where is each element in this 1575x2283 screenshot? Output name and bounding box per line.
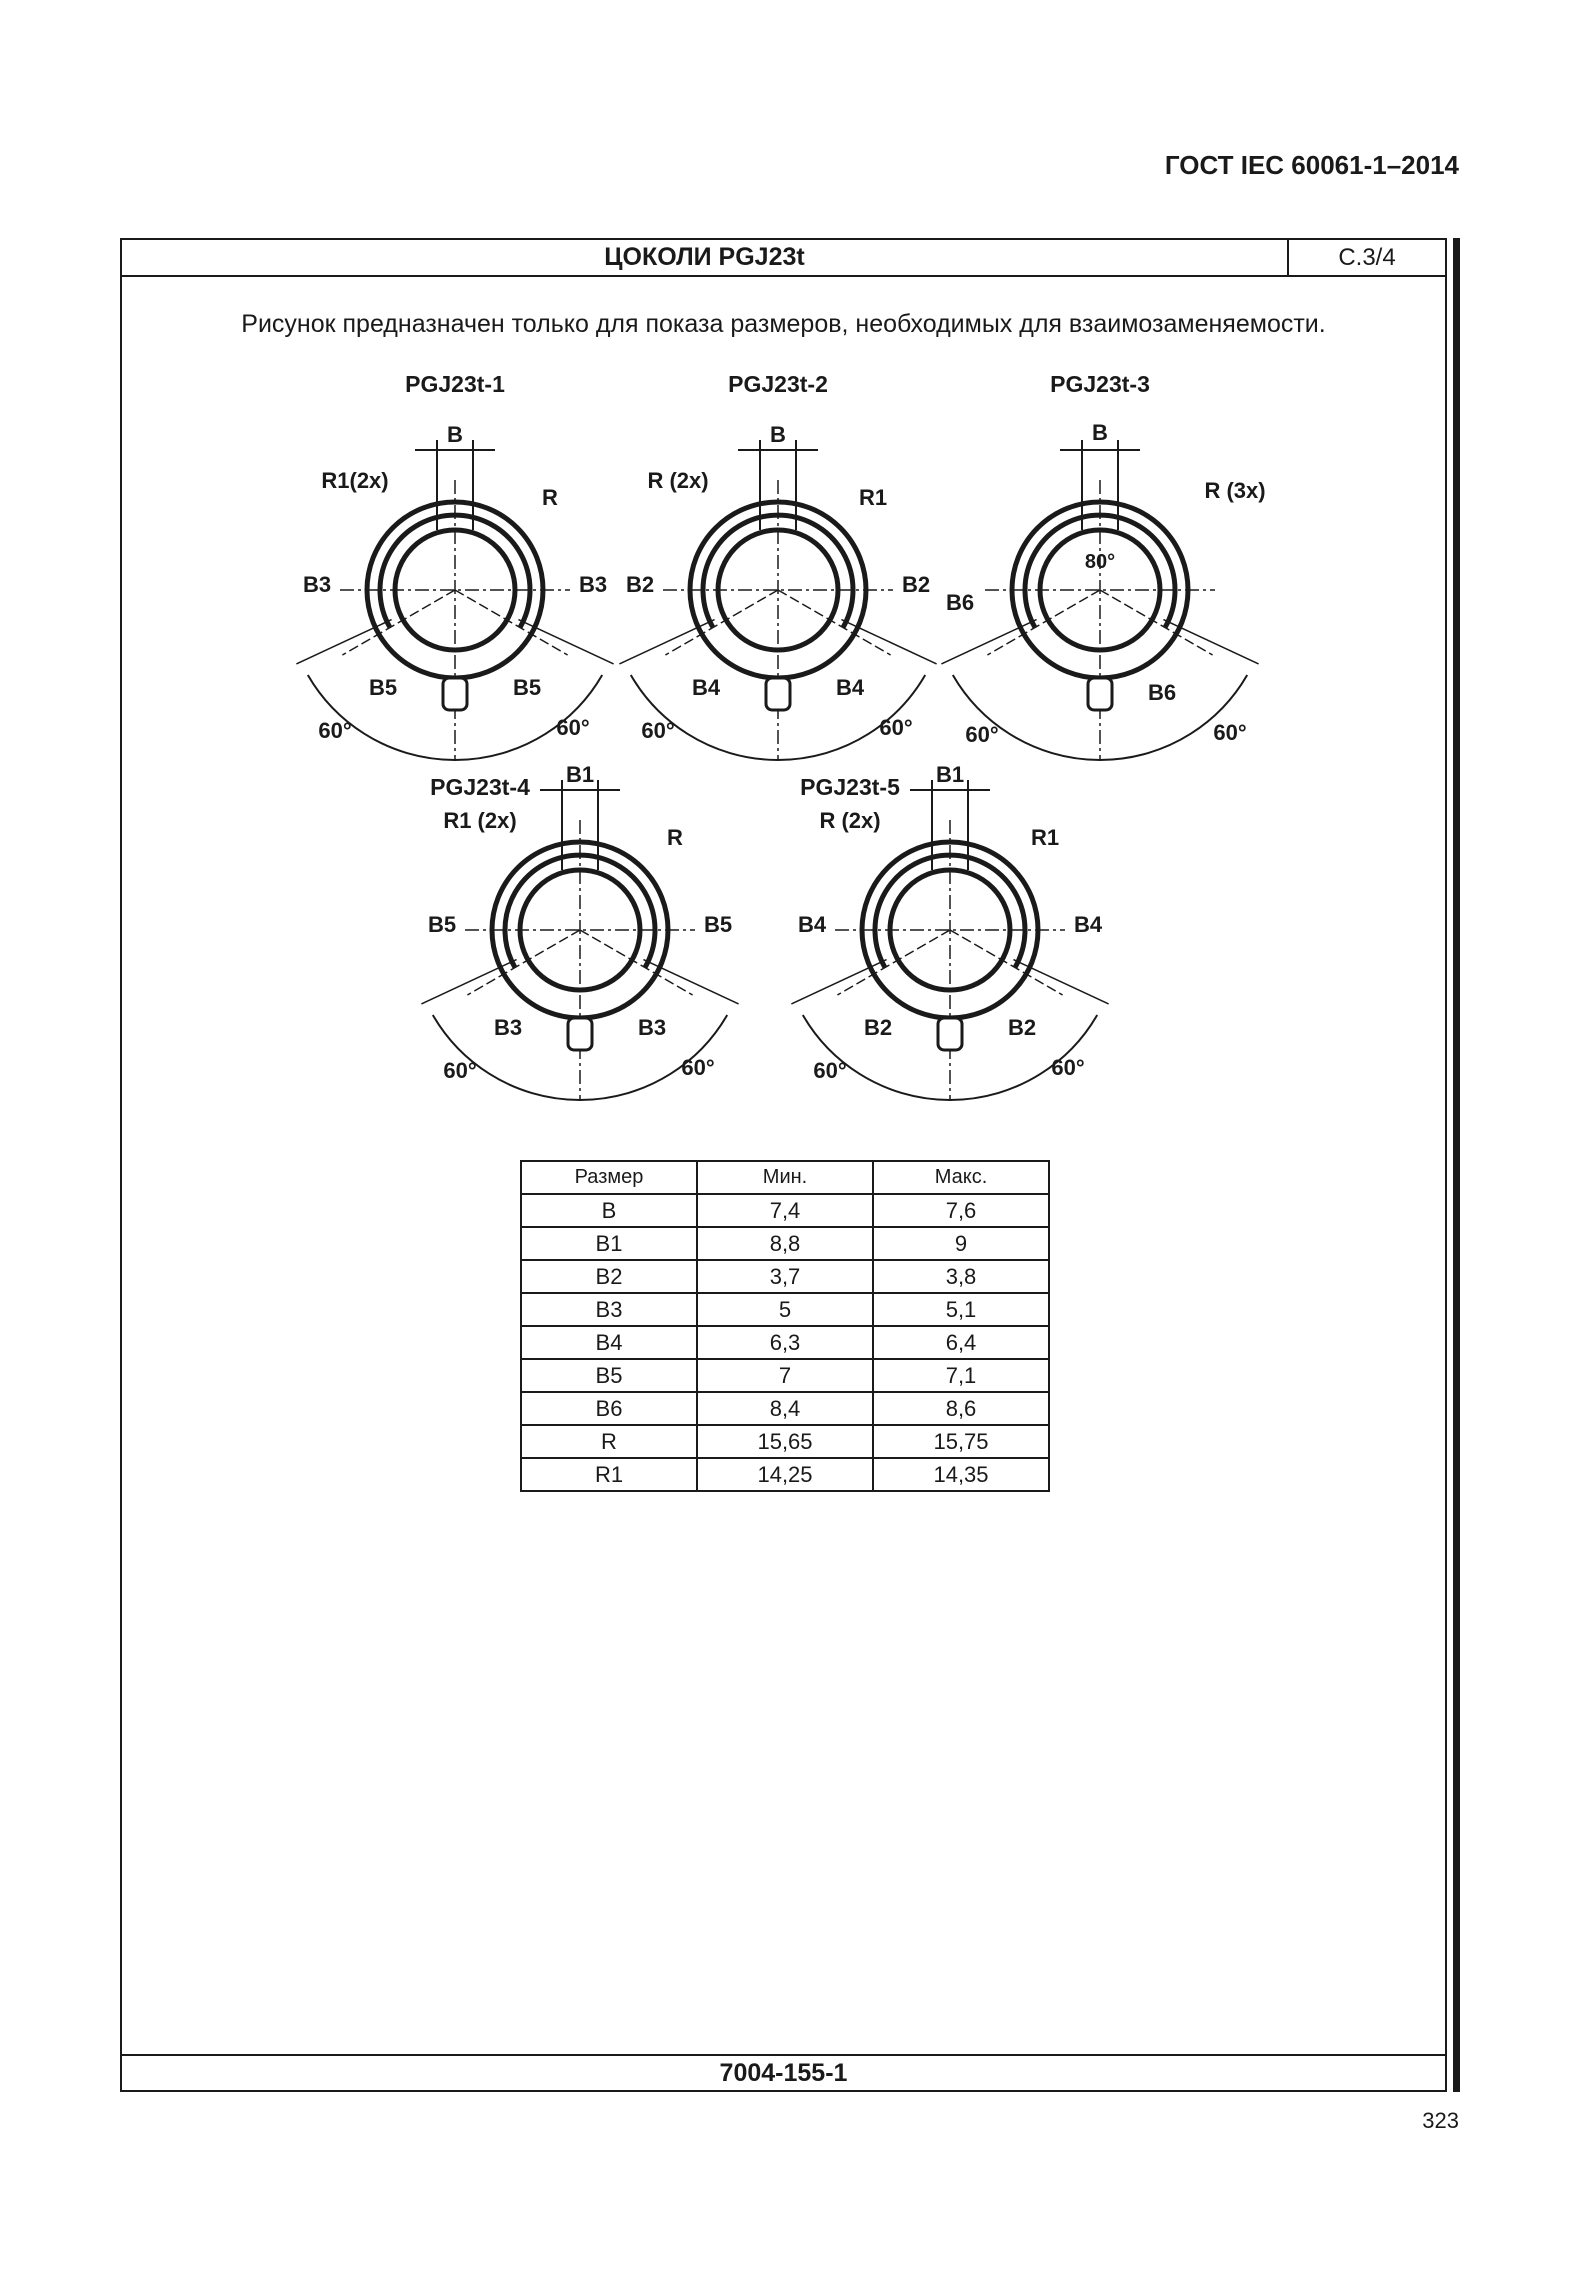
dimension-label: 60°	[443, 1058, 477, 1083]
dimension-label: 60°	[556, 715, 590, 740]
table-row	[521, 1326, 1049, 1359]
table-header-cell: Размер	[521, 1161, 697, 1194]
dimension-label: B4	[1073, 912, 1103, 937]
table-row	[521, 1458, 1049, 1491]
dimension-label: B3	[578, 572, 608, 597]
sheet-footer-code: 7004-155-1	[122, 2054, 1445, 2090]
figure-title: PGJ23t-2	[728, 371, 828, 397]
table-cell: 15,75	[873, 1425, 1049, 1458]
dimension-label: B5	[703, 912, 733, 937]
sheet-note: Рисунок предназначен только для показа размеров, необходимых для взаимозаменяемости.	[241, 310, 1326, 338]
dimension-label: B5	[427, 912, 457, 937]
table-cell: B5	[521, 1359, 697, 1392]
table-cell: R1	[521, 1458, 697, 1491]
base-figure	[619, 371, 936, 760]
dimension-label: B2	[625, 572, 655, 597]
dimension-label: 60°	[879, 715, 913, 740]
table-cell: 7,4	[697, 1194, 873, 1227]
table-cell: B	[521, 1194, 697, 1227]
table-cell: 5	[697, 1293, 873, 1326]
dimension-line	[941, 620, 1036, 664]
dimension-label: B4	[835, 675, 865, 700]
dimension-label: B5	[512, 675, 542, 700]
dimension-label: B	[770, 422, 786, 447]
dimension-label: B2	[901, 572, 931, 597]
dimension-line	[643, 960, 738, 1004]
table-cell: B3	[521, 1293, 697, 1326]
dimension-label: B4	[691, 675, 721, 700]
dimension-label: B1	[935, 762, 965, 787]
table-cell: 8,8	[697, 1227, 873, 1260]
dimension-label: R (3x)	[1204, 478, 1266, 503]
dimension-label: R1	[1030, 825, 1060, 850]
table-cell: 5,1	[873, 1293, 1049, 1326]
table-cell: 7,1	[873, 1359, 1049, 1392]
dimension-label: B2	[1007, 1015, 1037, 1040]
table-cell: B6	[521, 1392, 697, 1425]
dimension-label: R	[542, 485, 558, 510]
dimension-label: 60°	[641, 718, 675, 743]
table-body	[521, 1194, 1049, 1491]
table-row	[521, 1227, 1049, 1260]
standard-number: ГОСТ IEC 60061-1–2014	[1164, 150, 1459, 180]
dimension-label: 60°	[681, 1055, 715, 1080]
base-figure	[941, 371, 1265, 760]
dimension-line	[296, 620, 391, 664]
dimension-label: B3	[302, 572, 332, 597]
dimension-label: R1(2x)	[321, 468, 389, 493]
figure-title: PGJ23t-3	[1050, 371, 1150, 397]
dimension-label: B2	[863, 1015, 893, 1040]
dimension-label: 80°	[1084, 551, 1116, 573]
dimension-label: 60°	[318, 718, 352, 743]
dimension-line	[518, 620, 613, 664]
dimension-line	[1163, 620, 1258, 664]
sheet-page-ref: С.3/4	[1338, 244, 1396, 271]
key-pin	[766, 678, 790, 710]
dimension-label: R	[667, 825, 683, 850]
dimension-label: R (2x)	[819, 808, 881, 833]
dimension-label: B6	[1147, 680, 1177, 705]
table-header-cell: Мин.	[697, 1161, 873, 1194]
table-cell: B2	[521, 1260, 697, 1293]
dimension-label: B4	[797, 912, 827, 937]
base-figure	[296, 371, 613, 760]
table-cell: 3,8	[873, 1260, 1049, 1293]
dimension-label: R1	[858, 485, 888, 510]
figure-title: PGJ23t-5	[800, 774, 900, 800]
table-cell: 7,6	[873, 1194, 1049, 1227]
dimensions-table	[520, 1160, 1050, 1492]
base-figure	[791, 762, 1108, 1100]
dimension-line	[619, 620, 714, 664]
base-figure	[421, 762, 738, 1100]
table-header-cell: Макс.	[873, 1161, 1049, 1194]
dimension-label: B5	[368, 675, 398, 700]
figure-title: PGJ23t-1	[405, 371, 505, 397]
figure-title: PGJ23t-4	[430, 774, 530, 800]
dimension-label: B	[447, 422, 463, 447]
table-header-row	[521, 1161, 1049, 1194]
page-number: 323	[1422, 2108, 1459, 2133]
dimension-label: R (2x)	[647, 468, 709, 493]
dimension-label: R1 (2x)	[443, 808, 517, 833]
dimension-line	[421, 960, 516, 1004]
table-cell: 3,7	[697, 1260, 873, 1293]
table-row	[521, 1392, 1049, 1425]
table-cell: 6,3	[697, 1326, 873, 1359]
table-cell: 9	[873, 1227, 1049, 1260]
key-pin	[938, 1018, 962, 1050]
dimension-line	[841, 620, 936, 664]
key-pin	[443, 678, 467, 710]
table-row	[521, 1425, 1049, 1458]
dimension-label: B3	[493, 1015, 523, 1040]
dimension-label: B3	[637, 1015, 667, 1040]
table-cell: B1	[521, 1227, 697, 1260]
key-pin	[1088, 678, 1112, 710]
table-cell: 8,4	[697, 1392, 873, 1425]
table-row	[521, 1260, 1049, 1293]
sheet-title: ЦОКОЛИ PGJ23t	[122, 240, 1289, 275]
key-pin	[568, 1018, 592, 1050]
table-row	[521, 1194, 1049, 1227]
table-cell: B4	[521, 1326, 697, 1359]
dimension-label: 60°	[1213, 720, 1247, 745]
table-row	[521, 1359, 1049, 1392]
table-cell: 14,35	[873, 1458, 1049, 1491]
dimension-line	[1013, 960, 1108, 1004]
table-cell: 8,6	[873, 1392, 1049, 1425]
dimension-label: B1	[565, 762, 595, 787]
table-cell: 6,4	[873, 1326, 1049, 1359]
dimension-label: 60°	[965, 722, 999, 747]
table-cell: 7	[697, 1359, 873, 1392]
table-cell: 14,25	[697, 1458, 873, 1491]
dimension-line	[791, 960, 886, 1004]
table-cell: R	[521, 1425, 697, 1458]
table-row	[521, 1293, 1049, 1326]
dimension-label: B	[1092, 420, 1108, 445]
dimension-label: 60°	[813, 1058, 847, 1083]
dimension-label: B6	[945, 590, 975, 615]
dimension-label: 60°	[1051, 1055, 1085, 1080]
table-cell: 15,65	[697, 1425, 873, 1458]
